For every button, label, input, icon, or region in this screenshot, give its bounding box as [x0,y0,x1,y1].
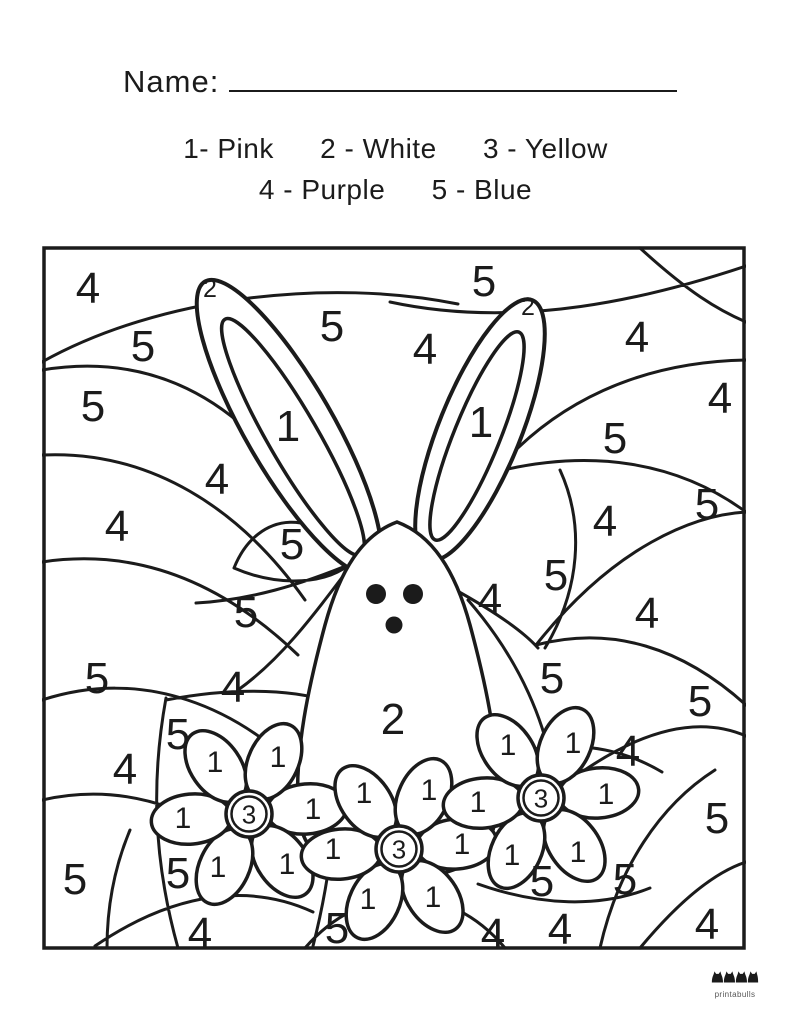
region-number: 2 [203,275,217,303]
legend-row-2 [0,174,791,206]
footer-logo [698,968,772,999]
region-number: 4 [112,744,138,794]
legend-item-yellow: 3 - Yellow [482,133,608,164]
region-number: 1 [209,850,227,884]
region-number: 1 [503,838,521,872]
region-number: 4 [104,501,130,551]
legend-item-purple: 4 - Purple [258,174,386,205]
name-label: Name: [123,64,220,99]
region-number: 5 [529,856,555,906]
region-number: 1 [424,880,442,914]
legend-item-blue: 5 - Blue [431,174,533,205]
region-number: 1 [564,726,582,760]
region-number: 5 [704,793,730,843]
region-number: 1 [269,740,287,774]
flower-center-number: 3 [391,834,407,865]
region-number: 2 [521,293,535,321]
region-number: 1 [275,401,301,451]
bulldogs-icon [711,968,759,985]
region-number: 4 [480,909,506,950]
region-number: 5 [84,653,110,703]
region-number: 4 [707,373,733,423]
region-number: 1 [597,777,615,811]
region-number: 4 [75,263,101,313]
region-number: 5 [62,854,88,904]
region-number: 4 [220,662,246,712]
region-number: 1 [359,882,377,916]
region-number: 5 [165,848,191,898]
region-number: 4 [615,726,641,776]
region-number: 1 [324,832,342,866]
region-number: 1 [453,827,471,861]
region-number: 5 [539,653,565,703]
region-number: 5 [80,381,106,431]
region-number: 5 [279,519,305,569]
region-number: 4 [412,324,438,374]
legend-row-1 [0,133,791,165]
bunny-nose [386,617,403,634]
region-number: 2 [380,694,406,744]
region-number: 1 [468,397,494,447]
brand-name: printabulls [714,990,756,999]
bunny-eye [366,584,386,604]
region-number: 1 [304,792,322,826]
region-number: 5 [687,676,713,726]
region-number: 4 [592,496,618,546]
region-number: 1 [278,847,296,881]
region-number: 5 [165,709,191,759]
region-number: 4 [634,588,660,638]
region-number: 1 [569,835,587,869]
region-number: 4 [694,899,720,949]
region-number: 1 [206,745,224,779]
legend-item-pink: 1- Pink [183,133,274,164]
region-number: 5 [543,550,569,600]
region-number: 5 [319,301,345,351]
region-number: 1 [174,801,192,835]
flower-center-number: 3 [533,783,549,814]
region-number: 4 [624,312,650,362]
region-number: 4 [204,454,230,504]
region-number: 4 [547,904,573,950]
legend-item-white: 2 - White [320,133,437,164]
name-row [123,60,677,100]
region-number: 1 [420,773,438,807]
region-number: 1 [469,785,487,819]
bunny-eye [403,584,423,604]
region-number: 4 [477,574,503,624]
color-legend [0,133,791,215]
region-number: 5 [602,413,628,463]
region-number: 1 [355,776,373,810]
flower-center-number: 3 [241,799,257,830]
coloring-canvas[interactable] [42,246,746,950]
region-number: 4 [187,908,213,950]
name-input-line[interactable] [229,60,677,92]
region-number: 5 [130,321,156,371]
region-number: 5 [694,479,720,529]
region-number: 1 [499,728,517,762]
region-number: 5 [471,256,497,306]
region-number: 5 [324,903,350,950]
region-number: 5 [233,587,259,637]
region-number: 5 [612,854,638,904]
